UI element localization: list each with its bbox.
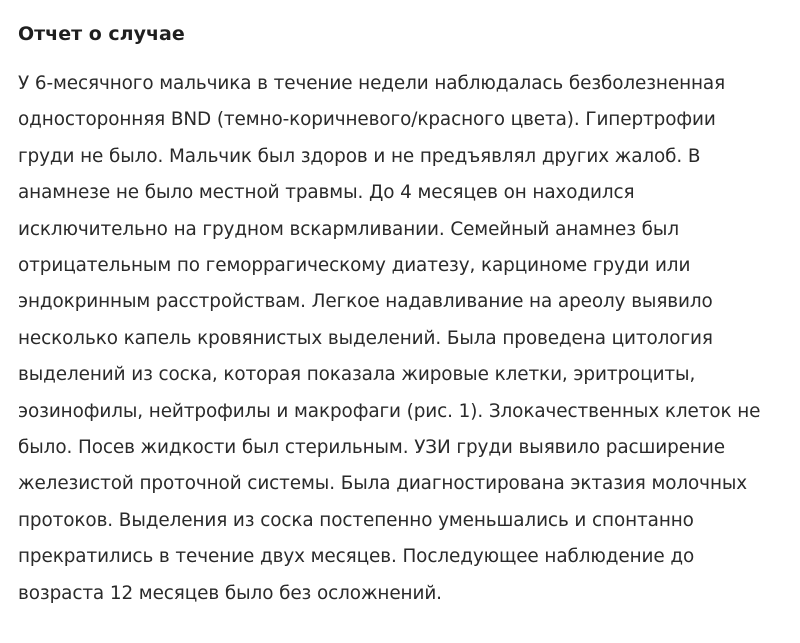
body-line: анамнезе не было местной травмы. До 4 месяцев он находился: [18, 182, 635, 204]
body-line: железистой проточной системы. Была диагностирована эктазия молочных: [18, 473, 748, 495]
body-line: груди не было. Мальчик был здоров и не предъявлял других жалоб. В: [18, 145, 701, 167]
body-line: прекратились в течение двух месяцев. Последующее наблюдение до: [18, 546, 695, 568]
body-line: было. Посев жидкости был стерильным. УЗИ груди выявило расширение: [18, 437, 725, 459]
body-line: эозинофилы, нейтрофилы и макрофаги (рис. 1). Злокачественных клеток не: [18, 400, 761, 422]
case-report-title: Отчет о случае: [18, 23, 185, 45]
body-line: эндокринным расстройствам. Легкое надавливание на ареолу выявило: [18, 291, 713, 313]
body-line: протоков. Выделения из соска постепенно уменьшались и спонтанно: [18, 509, 694, 531]
body-line: отрицательным по геморрагическому диатезу, карциноме груди или: [18, 255, 691, 277]
body-line: односторонняя BND (темно-коричневого/красного цвета). Гипертрофии: [18, 109, 716, 131]
case-report-body: [18, 66, 788, 612]
body-line: несколько капель кровянистых выделений. Была проведена цитология: [18, 327, 713, 349]
body-line: возраста 12 месяцев было без осложнений.: [18, 582, 442, 604]
body-line: У 6-месячного мальчика в течение недели наблюдалась безболезненная: [18, 73, 726, 94]
body-line: выделений из соска, которая показала жировые клетки, эритроциты,: [18, 364, 696, 386]
body-line: исключительно на грудном вскармливании. Семейный анамнез был: [18, 218, 680, 240]
